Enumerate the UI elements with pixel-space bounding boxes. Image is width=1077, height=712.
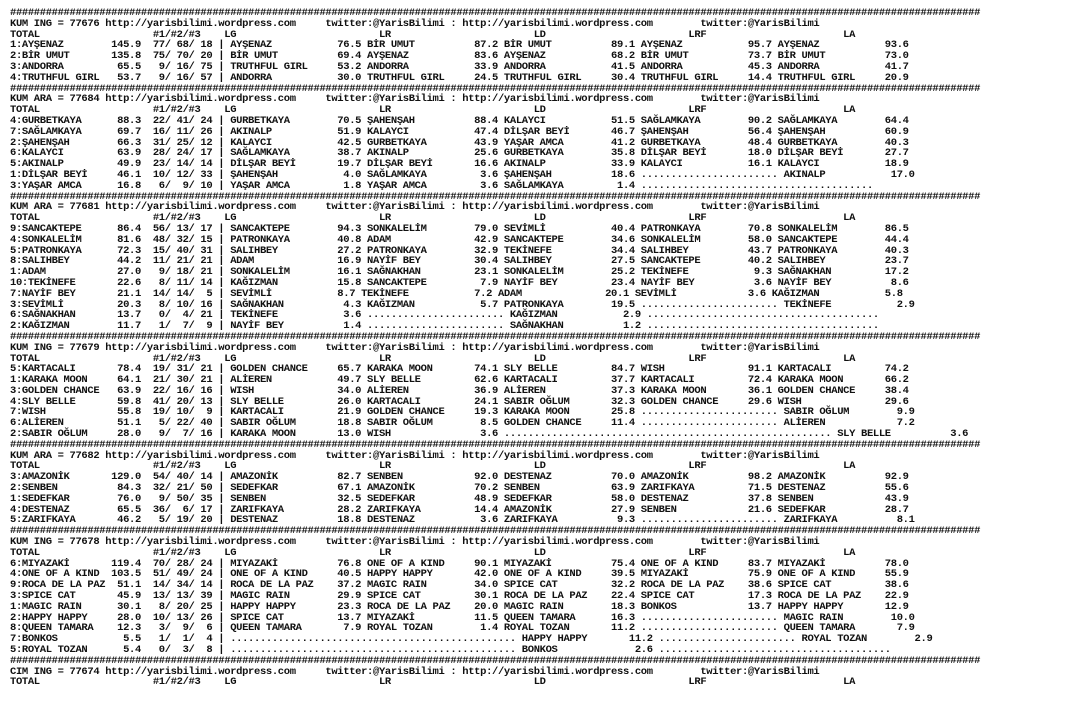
race-header-line: KUM ARA = 77682 http://yarisbilimi.wordpress.com twitter:@YarisBilimi : http://yarisbilimi.wordpress.com twitter:@YarisBilimi xyxy=(10,449,820,462)
result-row: 2:SENBEN 84.3 32/ 21/ 50 | SEDEFKAR 67.1 AMAZONİK 70.2 SENBEN 63.9 ZARIFKAYA 71.5 DESTENAZ 55.6 xyxy=(10,482,909,495)
column-header-line: TOTAL #1/#2/#3 LG LR LD LRF LA xyxy=(10,28,856,41)
result-row: 3:SEVİMLİ 20.3 8/ 10/ 16 | SAĞNAKHAN 4.3 KAĞIZMAN 5.7 PATRONKAYA 19.5 ....................... TEKİNEFE 2.9 xyxy=(10,298,915,311)
separator-line: ################################################################################################################################################################### xyxy=(10,330,981,343)
result-row: 8:SALIHBEY 44.2 11/ 21/ 21 | ADAM 16.9 NAYİF BEY 30.4 SALIHBEY 27.5 SANCAKTEPE 40.2 SALIHBEY 23.7 xyxy=(10,255,909,268)
race-header-line: KUM ARA = 77681 http://yarisbilimi.wordpress.com twitter:@YarisBilimi : http://yarisbilimi.wordpress.com twitter:@YarisBilimi xyxy=(10,201,820,214)
result-row: 5:ROYAL TOZAN 5.4 0/ 3/ 8 | ................................................ BONKOS 2.6 ....................................... xyxy=(10,644,891,657)
result-row: 5:PATRONKAYA 72.3 15/ 40/ 31 | SALIHBEY 27.2 PATRONKAYA 32.9 TEKİNEFE 34.4 SALIHBEY 43.7 PATRONKAYA 40.3 xyxy=(10,244,909,257)
result-row: 4:SONKALELİM 81.6 48/ 32/ 15 | PATRONKAYA 40.8 ADAM 42.9 SANCAKTEPE 34.6 SONKALELİM 58.0 SANCAKTEPE 44.4 xyxy=(10,233,909,246)
race-header-line: KUM ARA = 77684 http://yarisbilimi.wordpress.com twitter:@YarisBilimi : http://yarisbilimi.wordpress.com twitter:@YarisBilimi xyxy=(10,93,820,106)
race-header-line: KUM ING = 77679 http://yarisbilimi.wordpress.com twitter:@YarisBilimi : http://yarisbilimi.wordpress.com twitter:@YarisBilimi xyxy=(10,341,820,354)
result-row: 2:SABIR OĞLUM 28.0 9/ 7/ 16 | KARAKA MOON 13.0 WISH 3.6 ....................................................... SLY BELLE 3.6 xyxy=(10,428,969,441)
column-header-line: TOTAL #1/#2/#3 LG LR LD LRF LA xyxy=(10,104,856,117)
result-row: 4:DESTENAZ 65.5 36/ 6/ 17 | ZARIFKAYA 28.2 ZARIFKAYA 14.4 AMAZONİK 27.9 SENBEN 21.6 SEDEFKAR 28.7 xyxy=(10,503,909,516)
separator-line: ################################################################################################################################################################### xyxy=(10,654,981,667)
result-row: 4:GURBETKAYA 88.3 22/ 41/ 24 | GURBETKAYA 70.5 ŞAHENŞAH 88.4 KALAYCI 51.5 SAĞLAMKAYA 90.2 SAĞLAMKAYA 64.4 xyxy=(10,114,909,127)
column-header-line: TOTAL #1/#2/#3 LG LR LD LRF LA xyxy=(10,212,856,225)
result-row: 5:ZARIFKAYA 46.2 5/ 19/ 20 | DESTENAZ 18.8 DESTENAZ 3.6 ZARIFKAYA 9.3 ....................... ZARIFKAYA 8.1 xyxy=(10,514,915,527)
result-row: 7:BONKOS 5.5 1/ 1/ 4 | ................................................ HAPPY HAPPY 11.2 ....................... ROYAL TOZAN 2.9 xyxy=(10,633,933,646)
result-row: 10:TEKİNEFE 22.6 8/ 11/ 14 | KAĞIZMAN 15.8 SANCAKTEPE 7.9 NAYİF BEY 23.4 NAYİF BEY 3.6 NAYİF BEY 8.6 xyxy=(10,276,909,289)
separator-line: ################################################################################################################################################################### xyxy=(10,190,981,203)
result-row: 8:QUEEN TAMARA 12.3 3/ 9/ 6 | QUEEN TAMARA 7.9 ROYAL TOZAN 1.4 ROYAL TOZAN 11.2 ....................... QUEEN TAMARA 7.9 xyxy=(10,622,915,635)
result-row: 6:KALAYCI 63.9 28/ 24/ 17 | SAĞLAMKAYA 38.7 AKINALP 25.6 GURBETKAYA 35.8 DİLŞAR BEYİ 18.0 DİLŞAR BEYİ 27.7 xyxy=(10,147,909,160)
result-row: 6:MIYAZAKİ 119.4 70/ 28/ 24 | MIYAZAKİ 76.8 ONE OF A KIND 90.1 MIYAZAKİ 75.4 ONE OF A KIND 83.7 MIYAZAKİ 78.0 xyxy=(10,557,909,570)
result-row: 1:KARAKA MOON 64.1 21/ 30/ 21 | ALİEREN 49.7 SLY BELLE 62.6 KARTACALI 37.7 KARTACALI 72.4 KARAKA MOON 66.2 xyxy=(10,374,909,387)
result-row: 3:AMAZONİK 129.0 54/ 40/ 14 | AMAZONİK 82.7 SENBEN 92.0 DESTENAZ 70.0 AMAZONİK 98.2 AMAZONİK 92.9 xyxy=(10,471,909,484)
race-header-line: CIM ING = 77674 http://yarisbilimi.wordpress.com twitter:@YarisBilimi : http://yarisbilimi.wordpress.com twitter:@YarisBilimi xyxy=(10,665,820,678)
separator-line: ################################################################################################################################################################### xyxy=(10,525,981,538)
result-row: 9:ROCA DE LA PAZ 51.1 14/ 34/ 14 | ROCA DE LA PAZ 37.2 MAGIC RAIN 34.0 SPICE CAT 32.2 ROCA DE LA PAZ 38.6 SPICE CAT 38.6 xyxy=(10,579,909,592)
result-row: 4:TRUTHFUL GIRL 53.7 9/ 16/ 57 | ANDORRA 30.0 TRUTHFUL GIRL 24.5 TRUTHFUL GIRL 30.4 TRUTHFUL GIRL 14.4 TRUTHFUL GIRL 20.9 xyxy=(10,71,909,84)
result-row: 1:DİLŞAR BEYİ 46.1 10/ 12/ 33 | ŞAHENŞAH 4.0 SAĞLAMKAYA 3.6 ŞAHENŞAH 18.6 ....................... AKINALP 17.0 xyxy=(10,168,915,181)
column-header-line: TOTAL #1/#2/#3 LG LR LD LRF LA xyxy=(10,546,856,559)
result-row: 1:SEDEFKAR 76.0 9/ 50/ 35 | SENBEN 32.5 SEDEFKAR 48.9 SEDEFKAR 58.0 DESTENAZ 37.8 SENBEN 43.9 xyxy=(10,492,909,505)
result-row: 1:MAGIC RAIN 30.1 8/ 20/ 25 | HAPPY HAPPY 23.3 ROCA DE LA PAZ 20.0 MAGIC RAIN 18.3 BONKOS 13.7 HAPPY HAPPY 12.9 xyxy=(10,600,909,613)
result-row: 7:WISH 55.8 19/ 10/ 9 | KARTACALI 21.9 GOLDEN CHANCE 19.3 KARAKA MOON 25.8 ....................... SABIR OĞLUM 9.9 xyxy=(10,406,915,419)
result-row: 6:ALİEREN 51.1 5/ 22/ 40 | SABIR OĞLUM 18.8 SABIR OĞLUM 8.5 GOLDEN CHANCE 11.4 ....................... ALİEREN 7.2 xyxy=(10,417,915,430)
result-row: 1:AYŞENAZ 145.9 77/ 68/ 18 | AYŞENAZ 76.5 BİR UMUT 87.2 BİR UMUT 89.1 AYŞENAZ 95.7 AYŞENAZ 93.6 xyxy=(10,39,909,52)
result-row: 6:SAĞNAKHAN 13.7 0/ 4/ 21 | TEKİNEFE 3.6 ....................... KAĞIZMAN 2.9 ....................................... xyxy=(10,309,879,322)
race-header-line: KUM ING = 77676 http://yarisbilimi.wordpress.com twitter:@YarisBilimi : http://yarisbilimi.wordpress.com twitter:@YarisBilimi xyxy=(10,17,820,30)
result-row: 3:SPICE CAT 45.9 13/ 13/ 39 | MAGIC RAIN 29.9 SPICE CAT 30.1 ROCA DE LA PAZ 22.4 SPICE CAT 17.3 ROCA DE LA PAZ 22.9 xyxy=(10,590,909,603)
result-row: 3:GOLDEN CHANCE 63.9 22/ 16/ 16 | WISH 34.0 ALİEREN 36.9 ALİEREN 37.3 KARAKA MOON 36.1 GOLDEN CHANCE 38.4 xyxy=(10,384,909,397)
race-header-line: KUM ING = 77678 http://yarisbilimi.wordpress.com twitter:@YarisBilimi : http://yarisbilimi.wordpress.com twitter:@YarisBilimi xyxy=(10,536,820,549)
result-row: 7:SAĞLAMKAYA 69.7 16/ 11/ 26 | AKINALP 51.9 KALAYCI 47.4 DİLŞAR BEYİ 46.7 ŞAHENŞAH 56.4 ŞAHENŞAH 60.9 xyxy=(10,125,909,138)
column-header-line: TOTAL #1/#2/#3 LG LR LD LRF LA xyxy=(10,676,856,689)
result-row: 4:ONE OF A KIND 103.5 51/ 49/ 24 | ONE OF A KIND 40.5 HAPPY HAPPY 42.0 ONE OF A KIND 39.5 MIYAZAKİ 75.9 ONE OF A KIND 55.9 xyxy=(10,568,909,581)
column-header-line: TOTAL #1/#2/#3 LG LR LD LRF LA xyxy=(10,352,856,365)
separator-line: ################################################################################################################################################################### xyxy=(10,438,981,451)
result-row: 4:SLY BELLE 59.8 41/ 20/ 13 | SLY BELLE 26.0 KARTACALI 24.1 SABIR OĞLUM 32.3 GOLDEN CHANCE 29.6 WISH 29.6 xyxy=(10,395,909,408)
result-row: 3:ANDORRA 65.5 9/ 16/ 75 | TRUTHFUL GIRL 53.2 ANDORRA 33.9 ANDORRA 41.5 ANDORRA 45.3 ANDORRA 41.7 xyxy=(10,60,909,73)
result-row: 9:SANCAKTEPE 86.4 56/ 13/ 17 | SANCAKTEPE 94.3 SONKALELİM 79.0 SEVİMLİ 40.4 PATRONKAYA 70.8 SONKALELİM 86.5 xyxy=(10,222,909,235)
result-row: 2:ŞAHENŞAH 66.3 31/ 25/ 12 | KALAYCI 42.5 GURBETKAYA 43.9 YAŞAR AMCA 41.2 GURBETKAYA 48.4 GURBETKAYA 40.3 xyxy=(10,136,909,149)
column-header-line: TOTAL #1/#2/#3 LG LR LD LRF LA xyxy=(10,460,856,473)
result-row: 5:AKINALP 49.9 23/ 14/ 14 | DİLŞAR BEYİ 19.7 DİLŞAR BEYİ 16.6 AKINALP 33.9 KALAYCI 16.1 KALAYCI 18.9 xyxy=(10,158,909,171)
result-row: 1:ADAM 27.0 9/ 18/ 21 | SONKALELİM 16.1 SAĞNAKHAN 23.1 SONKALELİM 25.2 TEKİNEFE 9.3 SAĞNAKHAN 17.2 xyxy=(10,266,909,279)
result-row: 5:KARTACALI 78.4 19/ 31/ 21 | GOLDEN CHANCE 65.7 KARAKA MOON 74.1 SLY BELLE 84.7 WISH 91.1 KARTACALI 74.2 xyxy=(10,363,909,376)
separator-line: ################################################################################################################################################################### xyxy=(10,8,981,19)
result-row: 2:BİR UMUT 135.8 75/ 70/ 20 | BİR UMUT 69.4 AYŞENAZ 83.6 AYŞENAZ 68.2 BİR UMUT 73.7 BİR UMUT 73.0 xyxy=(10,50,909,63)
result-row: 7:NAYİF BEY 21.1 14/ 14/ 5 | SEVİMLİ 8.7 TEKİNEFE 7.2 ADAM 20.1 SEVİMLİ 3.6 KAĞIZMAN 5.8 xyxy=(10,287,903,300)
result-row: 2:HAPPY HAPPY 28.0 10/ 13/ 26 | SPICE CAT 13.7 MIYAZAKİ 11.5 QUEEN TAMARA 16.3 ....................... MAGIC RAIN 10.0 xyxy=(10,611,915,624)
result-row: 2:KAĞIZMAN 11.7 1/ 7/ 9 | NAYİF BEY 1.4 ....................... SAĞNAKHAN 1.2 ....................................... xyxy=(10,320,879,333)
result-row: 3:YAŞAR AMCA 16.8 6/ 9/ 10 | YAŞAR AMCA 1.8 YAŞAR AMCA 3.6 SAĞLAMKAYA 1.4 ....................................... xyxy=(10,179,873,192)
results-document xyxy=(10,8,1075,710)
separator-line: ################################################################################################################################################################### xyxy=(10,82,981,95)
